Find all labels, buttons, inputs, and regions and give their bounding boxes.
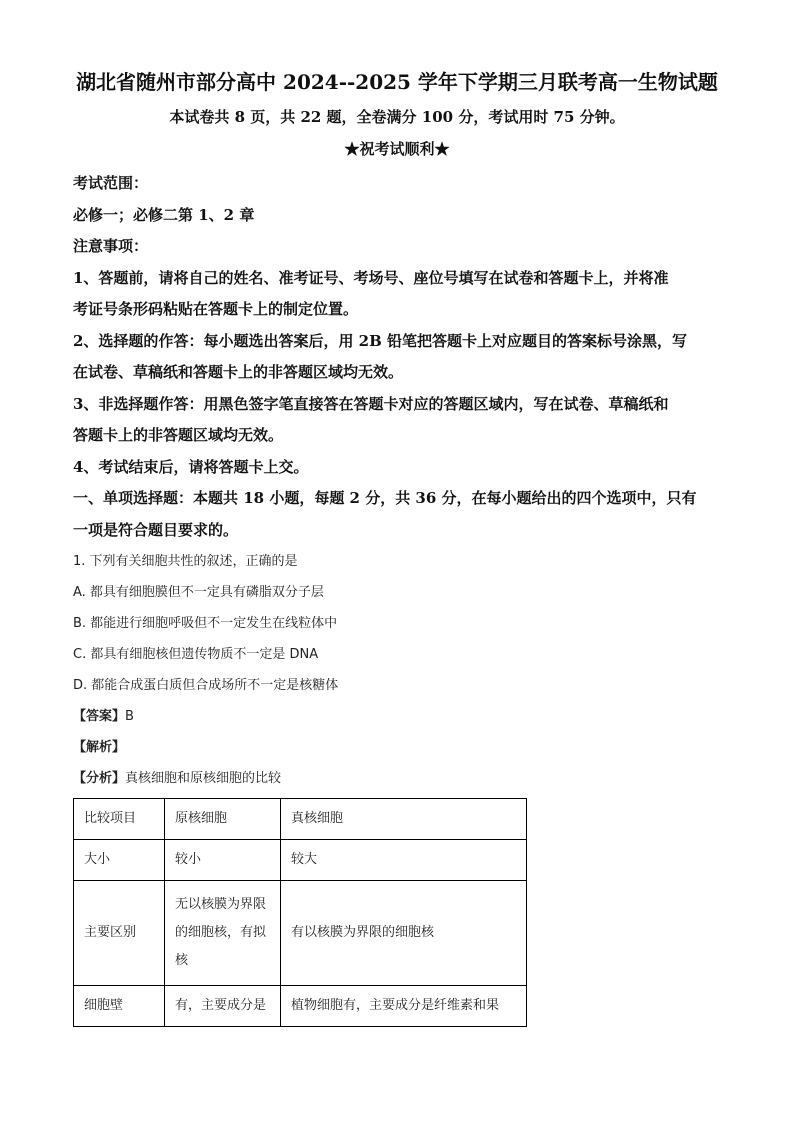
exam-subtitle: 本试卷共 8 页，共 22 题，全卷满分 100 分，考试用时 75 分钟。 [169, 108, 625, 126]
section-heading: 一项是符合题目要求的。 [73, 520, 239, 539]
table-cell: 大小 [74, 840, 165, 881]
table-row [74, 840, 527, 881]
instruction-line: 注意事项： [73, 237, 149, 255]
instruction-line: 1、答题前，请将自己的姓名、准考证号、考场号、座位号填写在试卷和答题卡上，并将准 [73, 268, 669, 287]
table-cell: 较大 [281, 840, 527, 881]
question-option: C. 都具有细胞核但遗传物质不一定是 DNA [73, 647, 319, 662]
table-cell: 植物细胞有，主要成分是纤维素和果 [281, 986, 527, 1027]
exam-content [73, 168, 723, 1027]
question-option: A. 都具有细胞膜但不一定具有磷脂双分子层 [73, 585, 324, 600]
answer-line [73, 701, 723, 732]
answer-label: 【答案】 [73, 709, 126, 724]
table-row [74, 986, 527, 1027]
instruction-line: 2、选择题的作答：每小题选出答案后，用 2B 铅笔把答题卡上对应题目的答案标号涂黑，写 [73, 331, 688, 350]
comparison-table [73, 798, 527, 1027]
question-option: B. 都能进行细胞呼吸但不一定发生在线粒体中 [73, 616, 338, 631]
table-cell: 有以核膜为界限的细胞核 [281, 881, 527, 986]
answer-value: B [125, 709, 134, 724]
table-cell: 有，主要成分是 [165, 986, 281, 1027]
sub-analysis-label: 【分析】 [73, 771, 126, 786]
table-header-cell: 真核细胞 [281, 799, 527, 840]
exam-title: 湖北省随州市部分高中 2024--2025 学年下学期三月联考高一生物试题 [76, 70, 718, 94]
table-cell: 无以核膜为界限的细胞核，有拟核 [165, 881, 281, 986]
table-cell: 较小 [165, 840, 281, 881]
instruction-line: 3、非选择题作答：用黑色签字笔直接答在答题卡对应的答题区域内，写在试卷、草稿纸和 [73, 394, 669, 413]
instruction-line: 考试范围： [73, 174, 149, 192]
section-heading: 一、单项选择题：本题共 18 小题，每题 2 分，共 36 分，在每小题给出的四个选项中，只有 [73, 489, 697, 507]
table-cell: 主要区别 [74, 881, 165, 986]
table-header-cell: 比较项目 [74, 799, 165, 840]
exam-blessing: ★祝考试顺利★ [344, 140, 450, 158]
table-header-cell: 原核细胞 [165, 799, 281, 840]
question-stem: 1. 下列有关细胞共性的叙述，正确的是 [73, 554, 298, 569]
analysis-label: 【解析】 [73, 740, 126, 755]
table-cell: 细胞壁 [74, 986, 165, 1027]
question-option: D. 都能合成蛋白质但合成场所不一定是核糖体 [73, 678, 339, 693]
sub-analysis-text: 真核细胞和原核细胞的比较 [125, 771, 282, 786]
sub-analysis-line [73, 763, 723, 794]
analysis-line [73, 732, 723, 763]
instruction-line: 4、考试结束后，请将答题卡上交。 [73, 457, 309, 476]
instruction-line: 考证号条形码粘贴在答题卡上的制定位置。 [73, 300, 359, 318]
instruction-line: 答题卡上的非答题区域均无效。 [73, 426, 284, 444]
table-header-row [74, 799, 527, 840]
table-row [74, 881, 527, 986]
instruction-line: 在试卷、草稿纸和答题卡上的非答题区域均无效。 [73, 363, 404, 381]
instruction-line: 必修一；必修二第 1、2 章 [73, 205, 255, 224]
